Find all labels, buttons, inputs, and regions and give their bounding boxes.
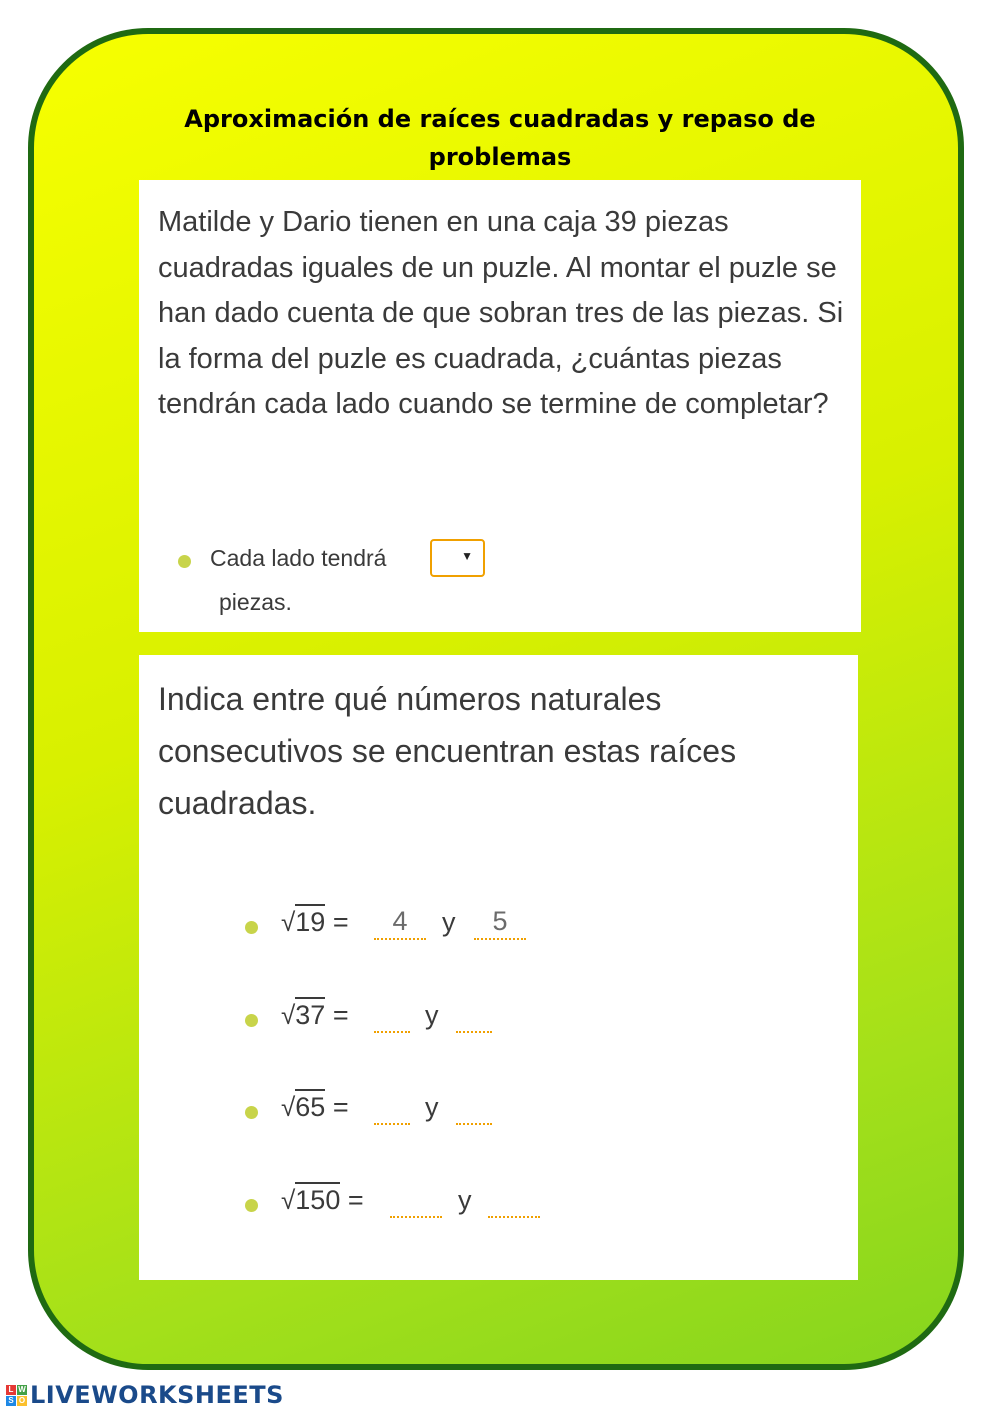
logo-block: L <box>6 1385 16 1395</box>
radicand: 37 <box>295 997 325 1030</box>
logo-block: O <box>18 1395 26 1405</box>
logo-blocks-icon <box>6 1385 27 1406</box>
sqrt-expression <box>281 1092 349 1123</box>
sqrt-row <box>139 1087 839 1137</box>
logo-block: W <box>18 1384 26 1394</box>
problem-2-question: Indica entre qué números naturales consecutivos se encuentran estas raíces cuadradas. <box>158 681 737 821</box>
radical-icon: √ <box>281 1092 296 1122</box>
sqrt-row <box>139 1180 839 1230</box>
radical-icon: √ <box>281 1000 296 1030</box>
upper-bound-input[interactable] <box>488 1182 540 1218</box>
bullet-icon <box>245 1106 258 1119</box>
connector-y: y <box>458 1185 472 1215</box>
connector-y: y <box>425 1092 439 1122</box>
pieces-per-side-dropdown[interactable] <box>430 539 485 577</box>
equals-sign: = <box>332 1092 349 1122</box>
problem-card-2 <box>139 655 858 1280</box>
worksheet-title: Aproximación de raíces cuadradas y repaso de problemas <box>184 105 816 171</box>
lower-bound-input[interactable]: 4 <box>374 904 426 940</box>
sqrt-expression <box>281 907 349 938</box>
radicand: 65 <box>295 1089 325 1122</box>
equals-sign: = <box>332 907 349 937</box>
answer-prefix: Cada lado tendrá <box>210 545 387 571</box>
problem-card-1 <box>139 180 861 632</box>
sqrt-row <box>139 902 839 952</box>
chevron-down-icon: ▼ <box>461 549 473 563</box>
radical-icon: √ <box>281 907 296 937</box>
radicand: 19 <box>295 904 325 937</box>
equals-sign: = <box>347 1185 364 1215</box>
bullet-icon <box>245 921 258 934</box>
lower-bound-input[interactable] <box>374 1089 410 1125</box>
lower-bound-input[interactable] <box>390 1182 442 1218</box>
problem-1-question: Matilde y Dario tienen en una caja 39 piezas cuadradas iguales de un puzle. Al montar el puzle se han dado cuenta de que sobran tres de las piezas. Si la forma del puzle es cuadrada, ¿cuántas piezas tendrán cada lado cuando se termine de completar? <box>158 206 844 420</box>
bullet-icon <box>178 555 191 568</box>
lower-bound-input[interactable] <box>374 997 410 1033</box>
connector-y: y <box>442 907 456 937</box>
logo-text: LIVEWORKSHEETS <box>30 1381 284 1409</box>
radical-icon: √ <box>281 1185 296 1215</box>
bullet-icon <box>245 1199 258 1212</box>
sqrt-expression <box>281 1185 364 1216</box>
answer-suffix: piezas. <box>219 589 292 615</box>
upper-bound-input[interactable] <box>456 1089 492 1125</box>
radicand: 150 <box>295 1182 340 1215</box>
sqrt-expression <box>281 1000 349 1031</box>
logo-block: S <box>6 1396 16 1406</box>
bullet-icon <box>245 1014 258 1027</box>
connector-y: y <box>425 1000 439 1030</box>
upper-bound-input[interactable] <box>456 997 492 1033</box>
equals-sign: = <box>332 1000 349 1030</box>
sqrt-row <box>139 995 839 1045</box>
upper-bound-input[interactable]: 5 <box>474 904 526 940</box>
liveworksheets-logo <box>6 1382 284 1408</box>
